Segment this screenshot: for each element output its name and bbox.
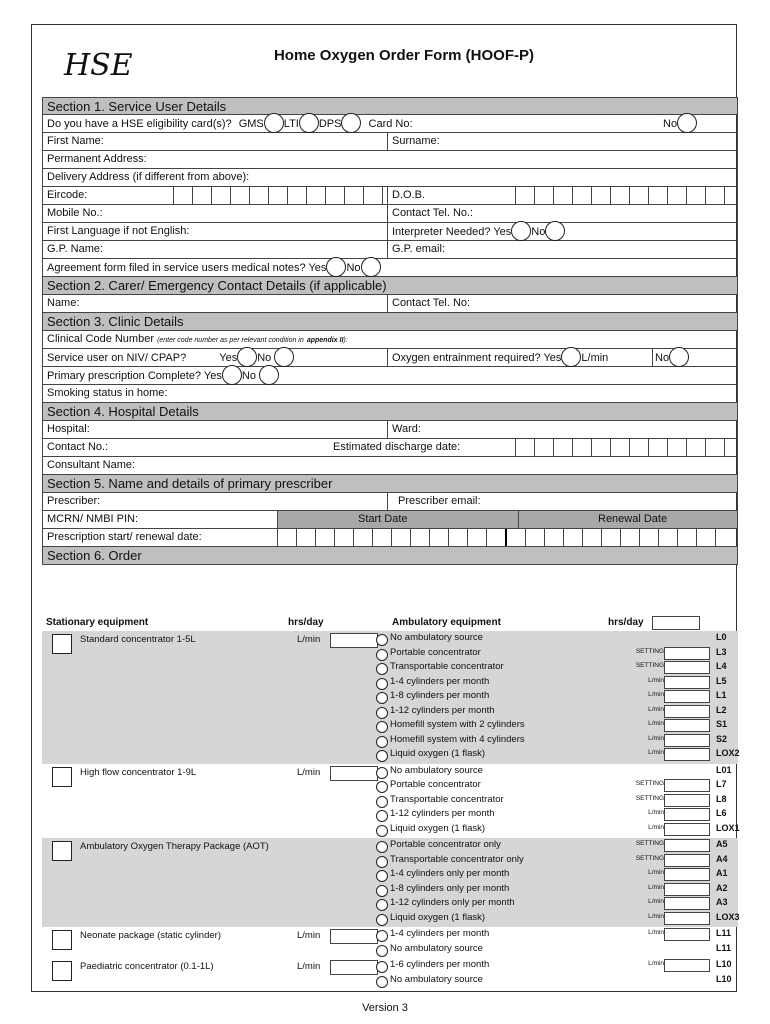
entrainment-no-radio[interactable]	[669, 347, 689, 367]
product-code: S2	[716, 733, 728, 744]
setting-label: L/min	[648, 883, 664, 891]
product-code: LOX1	[716, 822, 740, 833]
gp-row	[42, 241, 738, 259]
stationary-checkbox[interactable]	[52, 634, 72, 654]
setting-box[interactable]	[664, 808, 710, 821]
order-form	[31, 24, 740, 992]
ambulatory-radio[interactable]	[376, 750, 388, 762]
ambulatory-option[interactable]	[376, 854, 738, 868]
setting-label: SETTING	[635, 662, 664, 669]
stationary-label: Standard concentrator 1-5L	[80, 634, 196, 645]
ambulatory-option[interactable]	[376, 632, 738, 646]
eircode-row: Eircode: D.O.B.	[42, 187, 738, 205]
setting-label: L/min	[648, 960, 664, 967]
product-code: L1	[716, 690, 727, 700]
card-no-radio[interactable]	[677, 113, 697, 133]
order-group	[42, 927, 738, 958]
setting-label: L/min	[648, 720, 664, 727]
ambulatory-radio[interactable]	[376, 663, 388, 675]
product-code: L7	[716, 779, 727, 789]
product-code: L6	[716, 808, 727, 818]
mobile-field[interactable]: Mobile No.:	[47, 207, 103, 219]
consultant-field[interactable]: Consultant Name:	[42, 457, 738, 475]
ambulatory-option[interactable]	[376, 734, 738, 748]
ambulatory-radio[interactable]	[376, 678, 388, 690]
primary-complete-row: Primary prescription Complete? Yes No	[42, 367, 738, 385]
setting-box[interactable]	[664, 897, 710, 910]
stationary-label: Neonate package (static cylinder)	[80, 930, 221, 941]
hospital-contact-field[interactable]: Contact No.:	[47, 441, 109, 453]
surname-field[interactable]: Surname:	[387, 133, 440, 150]
ambulatory-label: 1-4 cylinders per month	[390, 675, 490, 687]
contact-discharge-row: Contact No.: Estimated discharge date:	[42, 439, 738, 457]
mobile-row	[42, 205, 738, 223]
ambulatory-label: No ambulatory source	[390, 764, 483, 776]
ambulatory-radio[interactable]	[376, 634, 388, 646]
carer-tel-field[interactable]: Contact Tel. No:	[387, 295, 470, 312]
setting-box[interactable]	[664, 883, 710, 896]
mcrn-field[interactable]: MCRN/ NMBI PIN:	[47, 513, 139, 525]
setting-box[interactable]	[664, 705, 710, 718]
setting-label: SETTING	[635, 794, 664, 802]
ambulatory-option[interactable]	[376, 676, 738, 690]
product-code: A3	[716, 897, 728, 907]
eircode-boxes[interactable]	[173, 187, 401, 204]
section-4-heading: Section 4. Hospital Details	[42, 403, 738, 421]
name-row	[42, 133, 738, 151]
product-code: L10	[716, 959, 732, 969]
order-header: Stationary equipment hrs/day Ambulatory equipment hrs/day	[42, 617, 738, 629]
ambulatory-label: No ambulatory source	[390, 973, 483, 985]
setting-box[interactable]	[664, 779, 710, 792]
ambulatory-radio[interactable]	[376, 692, 388, 704]
ambulatory-option[interactable]	[376, 943, 738, 957]
ambulatory-radio[interactable]	[376, 721, 388, 733]
ambulatory-label: Liquid oxygen (1 flask)	[390, 822, 486, 834]
setting-box[interactable]	[664, 928, 710, 941]
ambulatory-radio[interactable]	[376, 649, 388, 661]
ambulatory-option[interactable]	[376, 974, 738, 988]
product-code: L4	[716, 661, 727, 671]
setting-box[interactable]	[664, 854, 710, 867]
setting-box[interactable]	[664, 823, 710, 836]
setting-label: L/min	[648, 705, 664, 713]
ambulatory-option[interactable]	[376, 839, 738, 853]
interpreter-yes-radio[interactable]	[511, 221, 531, 241]
product-code: A2	[716, 882, 728, 893]
stationary-hrs-box[interactable]	[330, 633, 378, 648]
version-footer: Version 3	[362, 1002, 408, 1014]
hospital-row	[42, 421, 738, 439]
agreement-row: Agreement form filed in service users medical notes? Yes No	[42, 259, 738, 277]
ambulatory-radio[interactable]	[376, 825, 388, 837]
interpreter-no-radio[interactable]	[545, 221, 565, 241]
hospital-field[interactable]: Hospital:	[47, 423, 90, 435]
setting-label: SETTING	[635, 780, 664, 787]
product-code: L11	[716, 942, 732, 953]
dob-boxes[interactable]	[515, 187, 743, 204]
setting-label: L/min	[648, 691, 664, 698]
setting-box[interactable]	[664, 734, 710, 747]
ambulatory-option[interactable]	[376, 719, 738, 733]
setting-box[interactable]	[664, 661, 710, 674]
order-group	[42, 838, 738, 927]
lti-radio[interactable]	[299, 113, 319, 133]
gp-name-field[interactable]: G.P. Name:	[47, 243, 104, 255]
ambulatory-radio[interactable]	[376, 796, 388, 808]
ambulatory-label: Homefill system with 2 cylinders	[390, 719, 525, 730]
clinical-code-row: Clinical Code Number (enter code number as per relevant condition in appendix II):	[42, 331, 738, 349]
setting-box[interactable]	[664, 794, 710, 807]
ambulatory-option[interactable]	[376, 823, 738, 837]
ambulatory-label: 1-12 cylinders per month	[390, 808, 495, 819]
primary-no-radio[interactable]	[259, 365, 279, 385]
ward-field[interactable]: Ward:	[387, 421, 421, 438]
primary-yes-radio[interactable]	[222, 365, 242, 385]
language-row: First Language if not English: Interpreter Needed? Yes No	[42, 223, 738, 241]
section-3-heading: Section 3. Clinic Details	[42, 313, 738, 331]
ambulatory-hrs-box[interactable]	[652, 616, 700, 630]
ambulatory-option[interactable]	[376, 868, 738, 882]
ambulatory-option[interactable]	[376, 647, 738, 661]
stationary-lmin-label: L/min	[297, 961, 321, 972]
setting-box[interactable]	[664, 690, 710, 703]
ambulatory-label: Transportable concentrator	[390, 793, 504, 805]
ambulatory-label: No ambulatory source	[390, 942, 483, 954]
setting-label: SETTING	[635, 854, 664, 862]
order-section	[42, 617, 738, 993]
permanent-address-field[interactable]: Permanent Address:	[42, 151, 738, 169]
ambulatory-label: Transportable concentrator only	[390, 853, 524, 865]
ambulatory-radio[interactable]	[376, 885, 388, 897]
prescriber-field[interactable]: Prescriber:	[47, 495, 101, 507]
stationary-lmin-label: L/min	[297, 930, 321, 941]
ambulatory-label: 1-8 cylinders only per month	[390, 882, 510, 894]
product-code: L10	[716, 973, 732, 984]
ambulatory-radio[interactable]	[376, 945, 388, 957]
ambulatory-radio[interactable]	[376, 870, 388, 882]
ambulatory-label: Portable concentrator only	[390, 839, 501, 850]
ambulatory-label: No ambulatory source	[390, 632, 483, 643]
ambulatory-option[interactable]	[376, 959, 738, 973]
ambulatory-label: Portable concentrator	[390, 779, 481, 790]
page-title: Home Oxygen Order Form (HOOF-P)	[273, 47, 535, 64]
niv-yes-radio[interactable]	[237, 347, 257, 367]
ambulatory-label: Transportable concentrator	[390, 661, 504, 672]
ambulatory-label: 1-8 cylinders per month	[390, 690, 490, 701]
setting-label: L/min	[648, 929, 664, 936]
order-group	[42, 958, 738, 989]
stationary-hrs-box[interactable]	[330, 766, 378, 781]
product-code: L11	[716, 928, 732, 938]
ambulatory-option[interactable]	[376, 690, 738, 704]
gms-radio[interactable]	[264, 113, 284, 133]
ambulatory-option[interactable]	[376, 912, 738, 926]
first-name-field[interactable]: First Name:	[47, 135, 104, 147]
ambulatory-option[interactable]	[376, 928, 738, 942]
ambulatory-radio[interactable]	[376, 961, 388, 973]
ambulatory-option[interactable]	[376, 883, 738, 897]
ambulatory-radio[interactable]	[376, 781, 388, 793]
setting-box[interactable]	[664, 676, 710, 689]
product-code: L01	[716, 764, 732, 775]
sections-1-5	[42, 97, 738, 565]
prescriber-email-field[interactable]: Prescriber email:	[387, 493, 481, 510]
setting-box[interactable]	[664, 719, 710, 732]
section-2-heading: Section 2. Carer/ Emergency Contact Details (if applicable)	[42, 277, 738, 295]
ambulatory-option[interactable]	[376, 661, 738, 675]
carer-row	[42, 295, 738, 313]
niv-no-radio[interactable]	[274, 347, 294, 367]
ambulatory-option[interactable]	[376, 765, 738, 779]
discharge-date-boxes[interactable]	[515, 439, 743, 456]
product-code: L3	[716, 646, 727, 657]
stationary-lmin-label: L/min	[297, 766, 321, 778]
product-code: LOX3	[716, 911, 740, 922]
niv-row: Service user on NIV/ CPAP? Yes No Oxygen entrainment required? Yes L/min No	[42, 349, 738, 367]
stationary-checkbox[interactable]	[52, 930, 72, 950]
setting-box[interactable]	[664, 839, 710, 852]
section-5-heading: Section 5. Name and details of primary prescriber	[42, 475, 738, 493]
dps-radio[interactable]	[341, 113, 361, 133]
ambulatory-radio[interactable]	[376, 856, 388, 868]
setting-label: SETTING	[635, 647, 664, 655]
setting-label: L/min	[648, 898, 664, 905]
setting-label: L/min	[648, 912, 664, 920]
ambulatory-radio[interactable]	[376, 810, 388, 822]
agreement-yes-radio[interactable]	[326, 257, 346, 277]
setting-label: L/min	[648, 823, 664, 831]
product-code: A1	[716, 868, 728, 878]
ambulatory-radio[interactable]	[376, 930, 388, 942]
setting-box[interactable]	[664, 748, 710, 761]
eligibility-row: Do you have a HSE eligibility card(s)? GMS LTI DPS Card No: No	[42, 115, 738, 133]
ambulatory-label: 1-12 cylinders only per month	[390, 897, 515, 908]
ambulatory-label: Liquid oxygen (1 flask)	[390, 748, 486, 759]
agreement-no-radio[interactable]	[361, 257, 381, 277]
entrainment-yes-radio[interactable]	[561, 347, 581, 367]
ambulatory-label: Homefill system with 4 cylinders	[390, 733, 525, 745]
contact-tel-field[interactable]: Contact Tel. No.:	[387, 205, 473, 222]
setting-label: L/min	[648, 749, 664, 756]
stationary-checkbox[interactable]	[52, 767, 72, 787]
ambulatory-option[interactable]	[376, 897, 738, 911]
setting-box[interactable]	[664, 868, 710, 881]
ambulatory-radio[interactable]	[376, 707, 388, 719]
ambulatory-option[interactable]	[376, 808, 738, 822]
ambulatory-option[interactable]	[376, 748, 738, 762]
ambulatory-radio[interactable]	[376, 976, 388, 988]
stationary-hrs-box[interactable]	[330, 960, 378, 975]
delivery-address-field[interactable]: Delivery Address (if different from above):	[42, 169, 738, 187]
ambulatory-label: 1-4 cylinders per month	[390, 928, 490, 939]
setting-label: L/min	[648, 869, 664, 876]
setting-label: L/min	[648, 676, 664, 684]
stationary-label: Paediatric concentrator (0.1-1L)	[80, 961, 214, 972]
ambulatory-option[interactable]	[376, 794, 738, 808]
product-code: L2	[716, 704, 727, 715]
product-code: LOX2	[716, 748, 740, 758]
stationary-label: Ambulatory Oxygen Therapy Package (AOT)	[80, 841, 269, 852]
ambulatory-label: Portable concentrator	[390, 646, 481, 658]
start-renewal-row: Prescription start/ renewal date:	[42, 529, 738, 547]
product-code: L0	[716, 632, 727, 642]
product-code: L8	[716, 793, 727, 804]
order-group	[42, 764, 738, 839]
svg-text:HSE: HSE	[64, 48, 133, 83]
stationary-hrs-box[interactable]	[330, 929, 378, 944]
product-code: L5	[716, 675, 727, 686]
ambulatory-radio[interactable]	[376, 899, 388, 911]
ambulatory-radio[interactable]	[376, 767, 388, 779]
setting-box[interactable]	[664, 912, 710, 925]
gp-email-field[interactable]: G.P. email:	[387, 241, 445, 258]
ambulatory-label: Liquid oxygen (1 flask)	[390, 911, 486, 923]
ambulatory-option[interactable]	[376, 779, 738, 793]
setting-box[interactable]	[664, 647, 710, 660]
ambulatory-radio[interactable]	[376, 914, 388, 926]
ambulatory-radio[interactable]	[376, 736, 388, 748]
stationary-checkbox[interactable]	[52, 841, 72, 861]
ambulatory-radio[interactable]	[376, 841, 388, 853]
stationary-label: High flow concentrator 1-9L	[80, 766, 197, 778]
section-1-heading: Section 1. Service User Details	[42, 97, 738, 115]
prescriber-row	[42, 493, 738, 511]
smoking-field[interactable]: Smoking status in home:	[42, 385, 738, 403]
product-code: A4	[716, 853, 728, 864]
setting-label: L/min	[648, 734, 664, 742]
stationary-checkbox[interactable]	[52, 961, 72, 981]
ambulatory-label: 1-4 cylinders only per month	[390, 868, 510, 879]
setting-label: SETTING	[635, 840, 664, 847]
product-code: S1	[716, 719, 728, 729]
setting-box[interactable]	[664, 959, 710, 972]
section-6-heading: Section 6. Order	[42, 547, 738, 565]
product-code: A5	[716, 839, 728, 849]
setting-label: L/min	[648, 809, 664, 816]
start-date-boxes[interactable]	[277, 529, 734, 546]
mcrn-row: MCRN/ NMBI PIN: Start Date Renewal Date	[42, 511, 738, 529]
ambulatory-label: 1-12 cylinders per month	[390, 704, 495, 716]
first-language-field[interactable]: First Language if not English:	[47, 225, 190, 237]
ambulatory-label: 1-6 cylinders per month	[390, 959, 490, 970]
carer-name-field[interactable]: Name:	[47, 297, 80, 309]
stationary-lmin-label: L/min	[297, 634, 321, 645]
ambulatory-option[interactable]	[376, 705, 738, 719]
order-group	[42, 631, 738, 764]
